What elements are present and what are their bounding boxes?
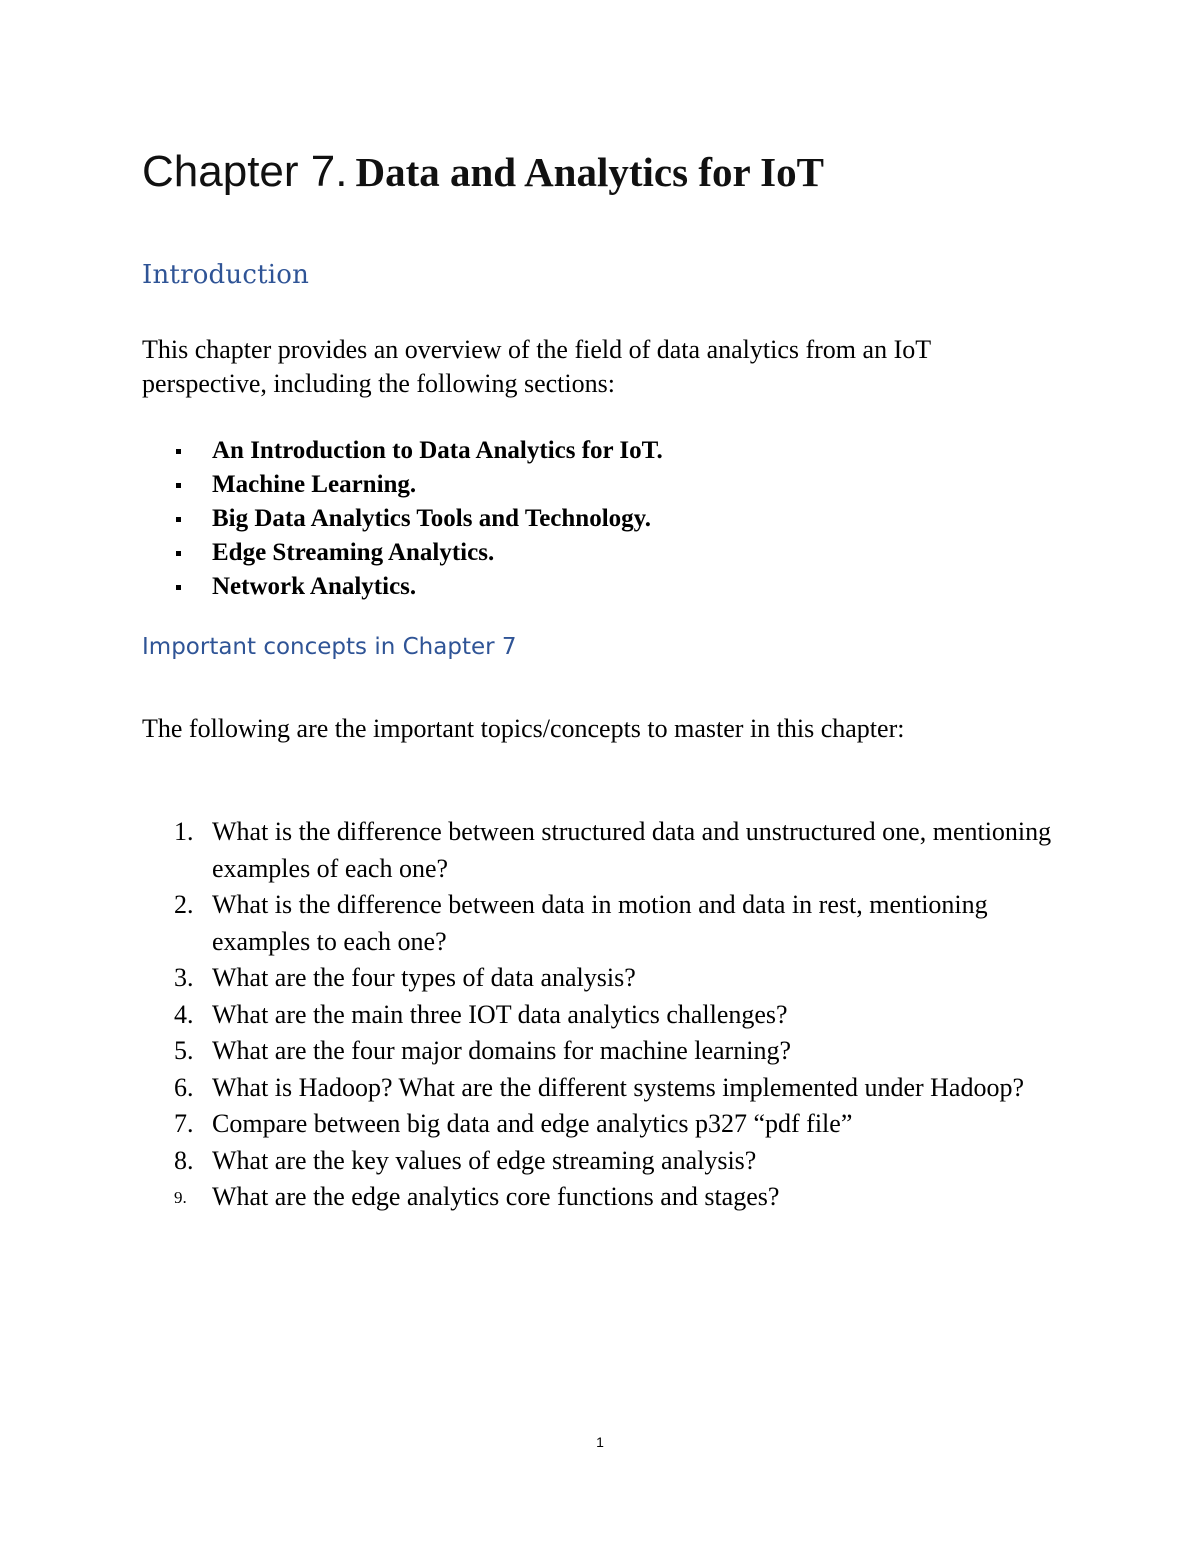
square-bullet-icon bbox=[176, 551, 181, 556]
page-number: 1 bbox=[596, 1434, 604, 1450]
section-item-text: Big Data Analytics Tools and Technology. bbox=[212, 505, 652, 532]
question-text: What are the edge analytics core functions and stages? bbox=[212, 1182, 780, 1211]
square-bullet-icon bbox=[176, 449, 181, 454]
question-number: 3. bbox=[174, 963, 194, 992]
list-item bbox=[142, 1179, 1072, 1216]
question-text: What are the main three IOT data analytics challenges? bbox=[212, 999, 788, 1029]
question-text: What is the difference between structured data and unstructured one, mentioning examples of each one? bbox=[212, 817, 1052, 883]
list-item bbox=[142, 570, 663, 604]
question-number: 9. bbox=[174, 1188, 187, 1207]
list-item bbox=[142, 960, 1072, 997]
question-number: 1. bbox=[174, 817, 194, 846]
chapter-title bbox=[142, 148, 824, 196]
question-number: 8. bbox=[174, 1145, 194, 1175]
chapter-title-prefix: Chapter 7. bbox=[142, 147, 348, 196]
questions-list bbox=[142, 814, 1072, 1216]
question-number: 6. bbox=[174, 1072, 194, 1102]
section-item-text: Machine Learning. bbox=[212, 471, 417, 498]
square-bullet-icon bbox=[176, 483, 181, 488]
list-item bbox=[142, 1070, 1072, 1107]
concepts-heading: Important concepts in Chapter 7 bbox=[142, 634, 517, 660]
introduction-paragraph: This chapter provides an overview of the field of data analytics from an IoT perspective, including the following sections: bbox=[142, 335, 931, 398]
section-item-text: An Introduction to Data Analytics for IoT. bbox=[212, 437, 663, 464]
list-item bbox=[142, 997, 1072, 1034]
question-text: What is Hadoop? What are the different systems implemented under Hadoop? bbox=[212, 1072, 1025, 1102]
section-item-text: Edge Streaming Analytics. bbox=[212, 539, 495, 566]
question-text: What are the key values of edge streaming analysis? bbox=[212, 1145, 757, 1175]
chapter-title-main: Data and Analytics for IoT bbox=[355, 149, 824, 195]
list-item bbox=[142, 1106, 1072, 1143]
sections-list bbox=[142, 434, 663, 604]
list-item bbox=[142, 814, 1072, 887]
list-item bbox=[142, 887, 1072, 960]
question-number: 5. bbox=[174, 1036, 194, 1065]
list-item bbox=[142, 1033, 1072, 1070]
question-text: What are the four major domains for machine learning? bbox=[212, 1036, 791, 1065]
question-number: 7. bbox=[174, 1109, 194, 1138]
square-bullet-icon bbox=[176, 585, 181, 590]
square-bullet-icon bbox=[176, 517, 181, 522]
question-text: Compare between big data and edge analytics p327 “pdf file” bbox=[212, 1109, 853, 1138]
list-item bbox=[142, 502, 663, 536]
list-item bbox=[142, 536, 663, 570]
list-item bbox=[142, 468, 663, 502]
question-text: What is the difference between data in motion and data in rest, mentioning examples to each one? bbox=[212, 890, 988, 956]
concepts-paragraph: The following are the important topics/concepts to master in this chapter: bbox=[142, 714, 905, 743]
question-number: 2. bbox=[174, 890, 194, 919]
list-item bbox=[142, 434, 663, 468]
introduction-heading: Introduction bbox=[142, 260, 310, 290]
question-text: What are the four types of data analysis? bbox=[212, 963, 636, 992]
question-number: 4. bbox=[174, 999, 194, 1029]
list-item bbox=[142, 1143, 1072, 1180]
section-item-text: Network Analytics. bbox=[212, 573, 417, 600]
